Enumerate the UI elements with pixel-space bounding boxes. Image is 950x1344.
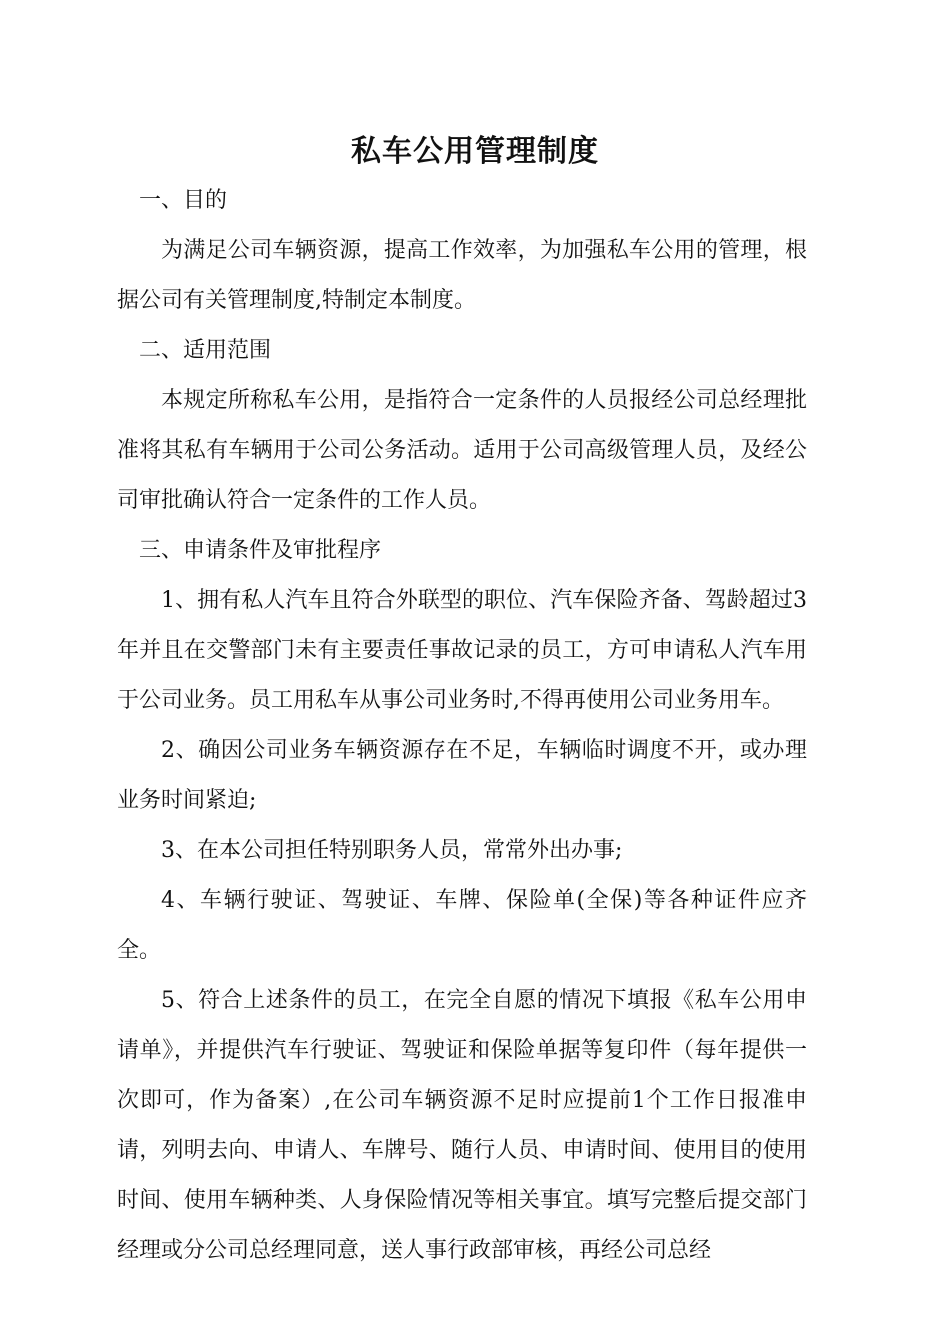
paragraph-purpose: 为满足公司车辆资源，提高工作效率，为加强私车公用的管理，根据公司有关管理制度,特制定本制度。 (117, 238, 807, 313)
paragraph-condition-1: 1、拥有私人汽车且符合外联型的职位、汽车保险齐备、驾龄超过3年并且在交警部门未有主要责任事故记录的员工，方可申请私人汽车用于公司业务。员工用私车从事公司业务时,不得再使用公司业务用车。 (117, 588, 807, 713)
paragraph-condition-3: 3、在本公司担任特别职务人员，常常外出办事; (161, 838, 623, 863)
paragraph-condition-4: 4、车辆行驶证、驾驶证、车牌、保险单(全保)等各种证件应齐全。 (117, 888, 807, 963)
section-heading-purpose: 一、目的 (139, 188, 228, 213)
section-heading-scope: 二、适用范围 (139, 338, 272, 363)
document-title: 私车公用管理制度 (351, 134, 599, 169)
paragraph-scope: 本规定所称私车公用，是指符合一定条件的人员报经公司总经理批准将其私有车辆用于公司公务活动。适用于公司高级管理人员，及经公司审批确认符合一定条件的工作人员。 (117, 388, 807, 513)
paragraph-condition-5: 5、符合上述条件的员工，在完全自愿的情况下填报《私车公用申请单》，并提供汽车行驶证、驾驶证和保险单据等复印件（每年提供一次即可，作为备案）,在公司车辆资源不足时应提前1个工作日报准申请，列明去向、申请人、车牌号、随行人员、申请时间、使用目的使用时间、使用车辆种类、人身保险情况等相关事宜。填写完整后提交部门经理或分公司总经理同意，送人事行政部审核，再经公司总经 (117, 988, 807, 1263)
section-heading-conditions: 三、申请条件及审批程序 (139, 538, 382, 563)
document-body (117, 176, 807, 1276)
paragraph-condition-2: 2、确因公司业务车辆资源存在不足，车辆临时调度不开，或办理业务时间紧迫; (117, 738, 807, 813)
